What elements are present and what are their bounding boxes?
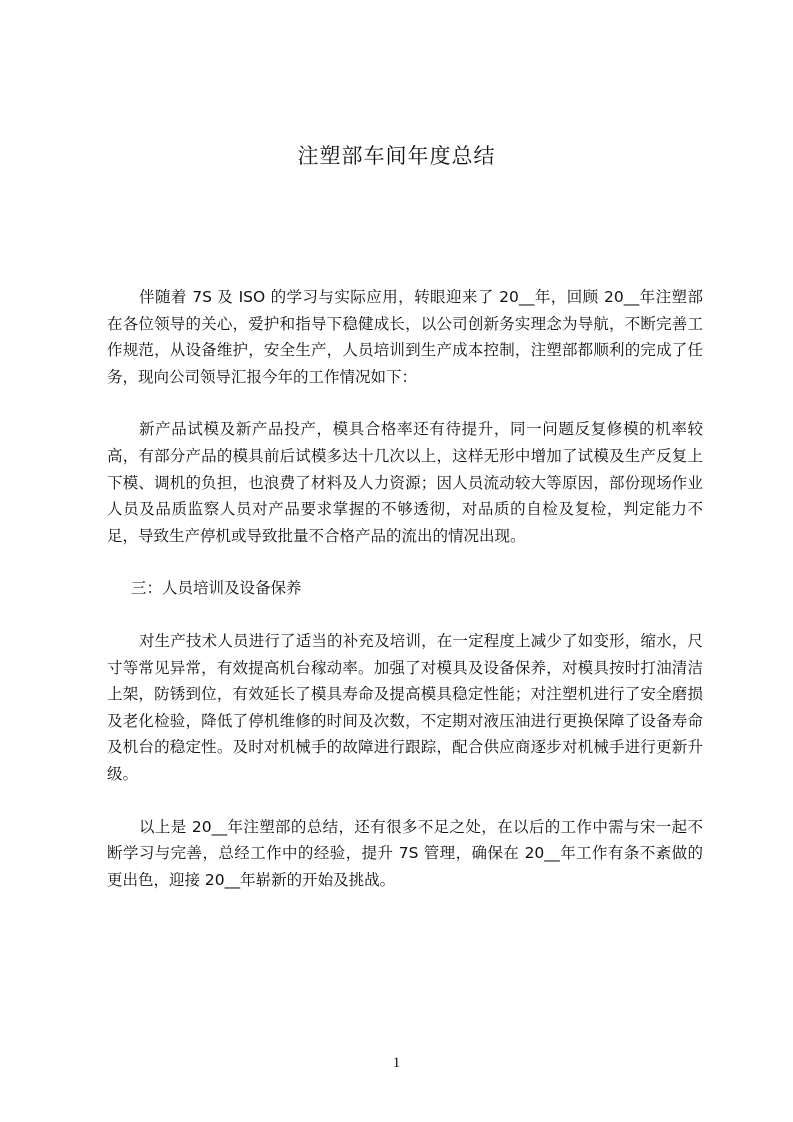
document-title: 注塑部车间年度总结 (297, 144, 496, 168)
paragraph-conclusion: 以上是 20__年注塑部的总结，还有很多不足之处，在以后的工作中需与宋一起不断学习与完善，总经工作中的经验，提升 7S 管理，确保在 20__年工作有条不紊做的更出色，迎接 20__年崭新的开始及挑战。 (107, 817, 703, 889)
document-body (107, 284, 703, 919)
paragraph-training: 对生产技术人员进行了适当的补充及培训，在一定程度上减少了如变形，缩水，尺寸等常见异常，有效提高机台稼动率。加强了对模具及设备保养，对模具按时打油清洁上架，防锈到位，有效延长了模具寿命及提高模具稳定性能；对注塑机进行了安全磨损及老化检验，降低了停机维修的时间及次数，不定期对液压油进行更换保障了设备寿命及机台的稳定性。及时对机械手的故障进行跟踪，配合供应商逐步对机械手进行更新升级。 (107, 631, 703, 783)
paragraph-intro: 伴随着 7S 及 ISO 的学习与实际应用，转眼迎来了 20__年，回顾 20__年注塑部在各位领导的关心，爱护和指导下稳健成长，以公司创新务实理念为导航，不断完善工作规范，从设备维护，安全生产，人员培训到生产成本控制，注塑部都顺利的完成了任务，现向公司领导汇报今年的工作情况如下： (107, 288, 703, 386)
paragraph-new-products: 新产品试模及新产品投产，模具合格率还有待提升，同一问题反复修模的机率较高，有部分产品的模具前后试模多达十几次以上，这样无形中增加了试模及生产反复上下模、调机的负担，也浪费了材料及人力资源；因人员流动较大等原因，部份现场作业人员及品质监察人员对产品要求掌握的不够透彻，对品质的自检及复检，判定能力不足，导致生产停机或导致批量不合格产品的流出的情况出现。 (107, 420, 703, 545)
page-number: 1 (392, 1055, 401, 1071)
section-heading-training: 三：人员培训及设备保养 (131, 579, 302, 598)
